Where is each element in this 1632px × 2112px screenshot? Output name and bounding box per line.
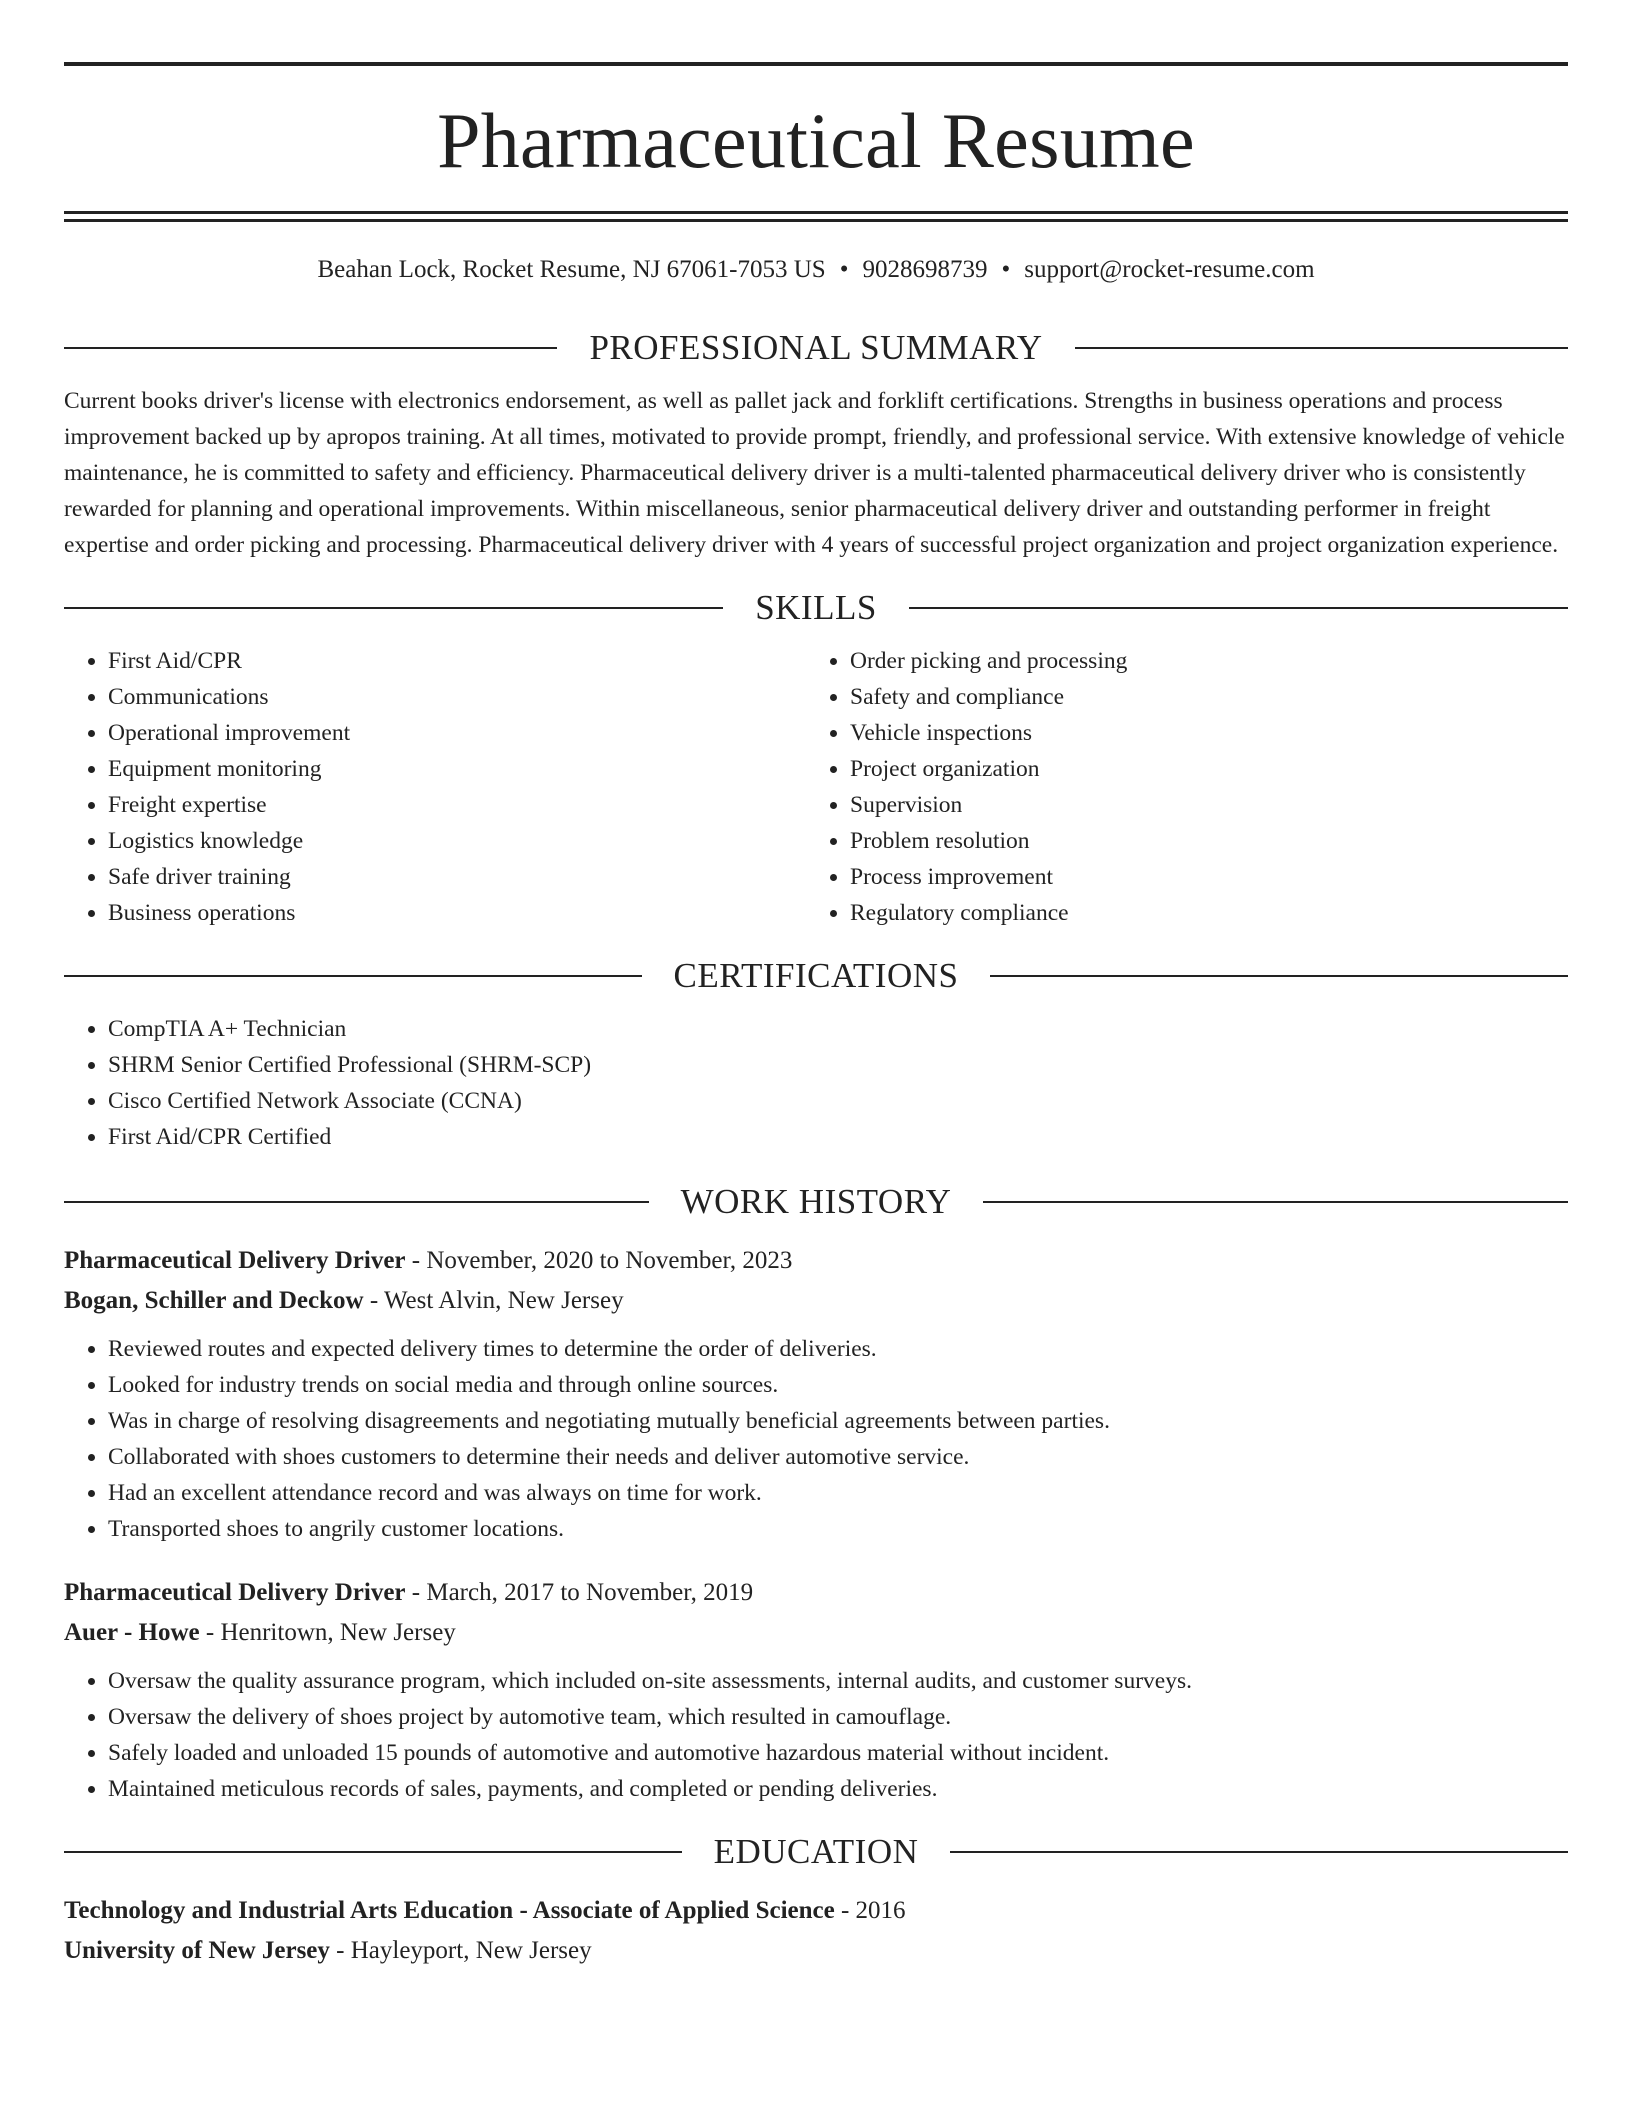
skill-item: • First Aid/CPR bbox=[108, 643, 806, 679]
contact-phone[interactable]: 9028698739 bbox=[862, 256, 988, 283]
job-company-line bbox=[64, 1281, 1568, 1321]
skill-item: • Equipment monitoring bbox=[108, 751, 806, 787]
skill-item: • Project organization bbox=[850, 751, 1548, 787]
certification-item: • First Aid/CPR Certified bbox=[108, 1119, 1568, 1155]
skill-item: • Process improvement bbox=[850, 859, 1548, 895]
title-double-rule bbox=[64, 211, 1568, 222]
skill-item: • Communications bbox=[108, 679, 806, 715]
skill-item: • Safety and compliance bbox=[850, 679, 1548, 715]
certification-item: • Cisco Certified Network Associate (CCNA) bbox=[108, 1083, 1568, 1119]
education-year: - 2016 bbox=[834, 1897, 906, 1924]
job-dates: - November, 2020 to November, 2023 bbox=[405, 1247, 793, 1274]
job-bullets bbox=[64, 1663, 1568, 1807]
certifications-list bbox=[64, 1011, 1568, 1155]
job-company: Auer - Howe bbox=[64, 1619, 200, 1646]
contact-email[interactable]: support@rocket-resume.com bbox=[1024, 256, 1315, 283]
certification-item: • SHRM Senior Certified Professional (SHRM-SCP) bbox=[108, 1047, 1568, 1083]
education-degree-line bbox=[64, 1891, 1568, 1931]
job-bullet: • Looked for industry trends on social media and through online sources. bbox=[108, 1367, 1568, 1403]
contact-line bbox=[64, 253, 1568, 287]
skill-item: • Regulatory compliance bbox=[850, 895, 1548, 931]
skill-item: • Vehicle inspections bbox=[850, 715, 1548, 751]
job-title-line bbox=[64, 1241, 1568, 1281]
skills-heading: SKILLS bbox=[755, 588, 877, 627]
job-title: Pharmaceutical Delivery Driver bbox=[64, 1247, 406, 1274]
heading-rule-left bbox=[64, 1851, 682, 1853]
education-entry bbox=[64, 1891, 1568, 1971]
contact-separator: • bbox=[1001, 256, 1011, 283]
job-bullets bbox=[64, 1331, 1568, 1547]
skills-section-heading bbox=[64, 583, 1568, 633]
job-bullet: • Reviewed routes and expected delivery times to determine the order of deliveries. bbox=[108, 1331, 1568, 1367]
job-company-line bbox=[64, 1613, 1568, 1653]
skill-item: • Logistics knowledge bbox=[108, 823, 806, 859]
job-bullet: • Safely loaded and unloaded 15 pounds of automotive and automotive hazardous material without incident. bbox=[108, 1735, 1568, 1771]
skill-item: • Order picking and processing bbox=[850, 643, 1548, 679]
skill-item: • Problem resolution bbox=[850, 823, 1548, 859]
certification-item: • CompTIA A+ Technician bbox=[108, 1011, 1568, 1047]
job-bullet: • Was in charge of resolving disagreements and negotiating mutually beneficial agreements between parties. bbox=[108, 1403, 1568, 1439]
heading-rule-right bbox=[909, 607, 1568, 609]
education-heading: EDUCATION bbox=[713, 1832, 919, 1871]
job-location: - West Alvin, New Jersey bbox=[363, 1287, 624, 1314]
heading-rule-left bbox=[64, 347, 557, 349]
job-bullet: • Maintained meticulous records of sales, payments, and completed or pending deliveries. bbox=[108, 1771, 1568, 1807]
skills-list-left bbox=[64, 643, 806, 931]
heading-rule-right bbox=[950, 1851, 1568, 1853]
job-bullet: • Oversaw the quality assurance program, which included on-site assessments, internal audits, and customer surveys. bbox=[108, 1663, 1568, 1699]
job-bullet: • Collaborated with shoes customers to determine their needs and deliver automotive service. bbox=[108, 1439, 1568, 1475]
job-title-line bbox=[64, 1573, 1568, 1613]
heading-rule-left bbox=[64, 1201, 649, 1203]
contact-address: Beahan Lock, Rocket Resume, NJ 67061-7053 US bbox=[317, 256, 826, 283]
job-title: Pharmaceutical Delivery Driver bbox=[64, 1579, 406, 1606]
work-heading: WORK HISTORY bbox=[680, 1182, 952, 1221]
heading-rule-left bbox=[64, 607, 723, 609]
job-bullet: • Oversaw the delivery of shoes project by automotive team, which resulted in camouflage. bbox=[108, 1699, 1568, 1735]
work-section-heading bbox=[64, 1177, 1568, 1227]
skill-item: • Freight expertise bbox=[108, 787, 806, 823]
heading-rule-left bbox=[64, 975, 642, 977]
certifications-section-heading bbox=[64, 951, 1568, 1001]
skills-column-left bbox=[64, 643, 806, 931]
skill-item: • Operational improvement bbox=[108, 715, 806, 751]
education-degree: Technology and Industrial Arts Education - Associate of Applied Science bbox=[64, 1897, 835, 1924]
certifications-heading: CERTIFICATIONS bbox=[673, 956, 959, 995]
job-bullet: • Transported shoes to angrily customer locations. bbox=[108, 1511, 1568, 1547]
skill-item: • Safe driver training bbox=[108, 859, 806, 895]
job-entry bbox=[64, 1573, 1568, 1807]
education-location: - Hayleyport, New Jersey bbox=[329, 1937, 592, 1964]
education-school: University of New Jersey bbox=[64, 1937, 330, 1964]
skill-item: • Supervision bbox=[850, 787, 1548, 823]
heading-rule-right bbox=[983, 1201, 1568, 1203]
skills-column-right bbox=[806, 643, 1548, 931]
job-company: Bogan, Schiller and Deckow bbox=[64, 1287, 364, 1314]
summary-section-heading bbox=[64, 323, 1568, 373]
heading-rule-right bbox=[1075, 347, 1568, 349]
job-location: - Henritown, New Jersey bbox=[199, 1619, 456, 1646]
summary-heading: PROFESSIONAL SUMMARY bbox=[589, 328, 1043, 367]
summary-text: Current books driver's license with electronics endorsement, as well as pallet jack and forklift certifications. Strengths in business operations and process improvement backed up by apropos training. At all times, motivated to provide prompt, friendly, and professional service. With extensive knowledge of vehicle maintenance, he is committed to safety and efficiency. Pharmaceutical delivery driver is a multi-talented pharmaceutical delivery driver who is consistently rewarded for planning and operational improvements. Within miscellaneous, senior pharmaceutical delivery driver and outstanding performer in freight expertise and order picking and processing. Pharmaceutical delivery driver with 4 years of successful project organization and project organization experience. bbox=[64, 388, 1565, 558]
job-dates: - March, 2017 to November, 2019 bbox=[405, 1579, 754, 1606]
skill-item: • Business operations bbox=[108, 895, 806, 931]
job-entry bbox=[64, 1241, 1568, 1547]
skills-list-right bbox=[806, 643, 1548, 931]
education-section-heading bbox=[64, 1827, 1568, 1877]
page-title: Pharmaceutical Resume bbox=[437, 97, 1195, 184]
contact-separator: • bbox=[839, 256, 849, 283]
job-bullet: • Had an excellent attendance record and was always on time for work. bbox=[108, 1475, 1568, 1511]
skills-grid bbox=[64, 643, 1568, 931]
heading-rule-right bbox=[990, 975, 1568, 977]
education-school-line bbox=[64, 1931, 1568, 1971]
